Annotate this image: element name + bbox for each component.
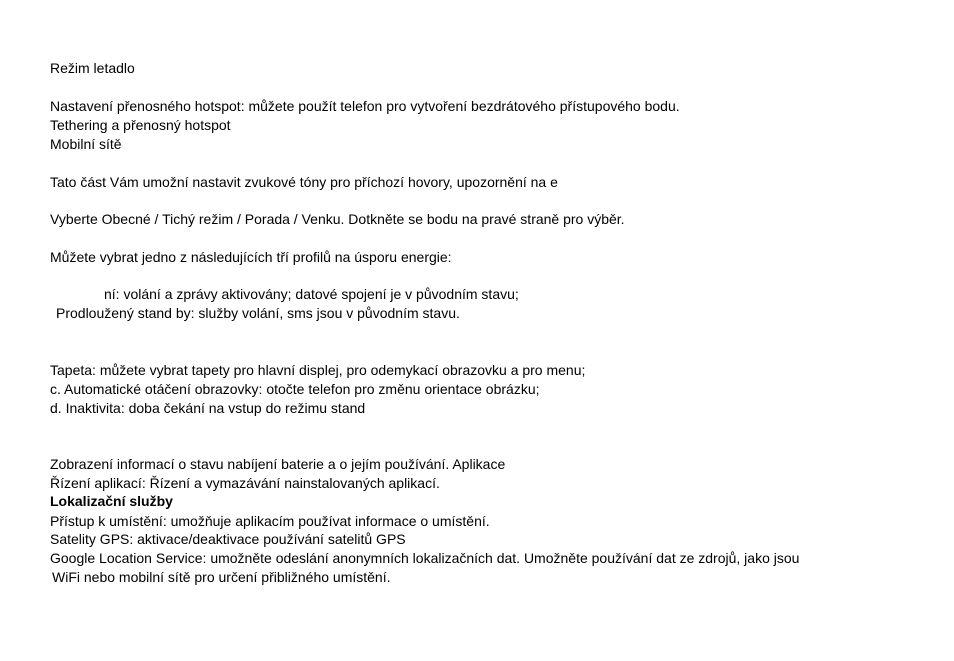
text-line-hotspot-settings: Nastavení přenosného hotspot: můžete použít telefon pro vytvoření bezdrátového přístupového bodu. bbox=[50, 98, 680, 114]
text-line-battery-info: Zobrazení informací o stavu nabíjení baterie a o jejím používání. Aplikace bbox=[50, 456, 506, 472]
text-line-wifi-mobile-location: WiFi nebo mobilní sítě pro určení přibližného umístění. bbox=[52, 569, 391, 585]
text-line-mobile-networks: Mobilní sítě bbox=[50, 136, 122, 152]
text-line-profile-normal: ní: volání a zprávy aktivovány; datové spojení je v původním stavu; bbox=[104, 286, 519, 302]
text-line-google-location-service: Google Location Service: umožněte odeslání anonymních lokalizačních dat. Umožněte používání dat ze zdrojů, jako jsou bbox=[50, 550, 800, 566]
text-line-airplane-mode: Režim letadlo bbox=[50, 60, 135, 76]
text-line-energy-profiles: Můžete vybrat jedno z následujících tří profilů na úsporu energie: bbox=[50, 249, 452, 265]
text-line-location-access: Přístup k umístění: umožňuje aplikacím používat informace o umístění. bbox=[50, 513, 490, 529]
text-line-gps-satellites: Satelity GPS: aktivace/deaktivace používání satelitů GPS bbox=[50, 531, 406, 547]
text-line-wallpaper: Tapeta: můžete vybrat tapety pro hlavní displej, pro odemykací obrazovku a pro menu; bbox=[50, 362, 586, 378]
text-line-auto-rotate: c. Automatické otáčení obrazovky: otočte telefon pro změnu orientace obrázku; bbox=[50, 381, 540, 397]
text-line-profiles-select: Vyberte Obecné / Tichý režim / Porada / Venku. Dotkněte se bodu na pravé straně pro výběr. bbox=[50, 211, 625, 227]
text-line-tethering: Tethering a přenosný hotspot bbox=[50, 117, 231, 133]
section-heading-location-services: Lokalizační služby bbox=[50, 493, 173, 509]
text-line-inactivity: d. Inaktivita: doba čekání na vstup do režimu stand bbox=[50, 400, 366, 416]
text-line-app-management: Řízení aplikací: Řízení a vymazávání nainstalovaných aplikací. bbox=[50, 475, 440, 491]
text-line-sound-tones: Tato část Vám umožní nastavit zvukové tóny pro příchozí hovory, upozornění na e bbox=[50, 174, 558, 190]
text-line-profile-extended-standby: Prodloužený stand by: služby volání, sms jsou v původním stavu. bbox=[56, 305, 460, 321]
